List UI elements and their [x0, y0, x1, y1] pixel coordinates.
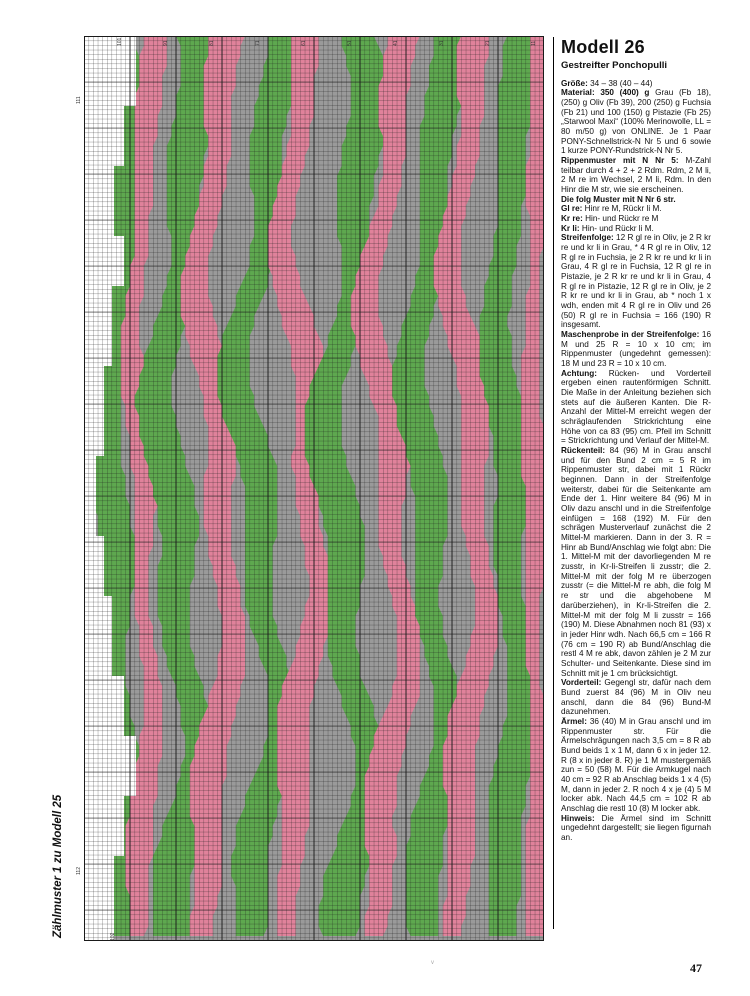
row-number: 102: [110, 932, 116, 941]
paragraph-label: Material: 350 (400) g: [561, 88, 650, 98]
paragraph-label: Vorderteil:: [561, 678, 602, 688]
paragraph-label: Hinweis:: [561, 813, 595, 823]
column-marker: 21: [485, 40, 491, 46]
knitting-chart-grid: [84, 36, 544, 941]
column-marker: 101: [117, 37, 123, 46]
instruction-paragraph: [561, 156, 711, 195]
instruction-paragraph: [561, 233, 711, 330]
instruction-paragraph: [561, 88, 711, 156]
column-marker: 11: [531, 40, 537, 46]
instruction-paragraph: [561, 204, 711, 214]
paragraph-text: Hin- und Rückr li M.: [579, 223, 654, 233]
instruction-paragraph: [561, 814, 711, 843]
paragraph-text: Hinr re M, Rückr li M.: [582, 204, 662, 214]
paragraph-text: 12 R gl re in Oliv, je 2 R kr re und kr li in Grau, * 4 R gl re in Oliv, 12 R gl re in Fuchsia, je 2 R kr re und kr li in Grau, 4 R gl re in Fuchsia, 12 R gl re in Pistazie, je 2 R kr re und kr li in Grau, 4 R gl re in Pistazie, 12 R gl re in Oliv, je 2 R kr re und kr li in Grau, ab * noch 1 x wdh, enden mit 4 R gl re in Oliv und 26 (50) R gl re in Fuchsia = 166 (190) R insgesamt.: [561, 233, 711, 330]
paragraph-text: Rücken- und Vorderteil ergeben einen rautenförmigen Schnitt. Die Maße in der Anleitung beziehen sich stets auf die äußeren Kanten. Die R-Anzahl der Mittel-M erreicht wegen der schräglaufenden Strickrichtung eine Höhe von ca 83 (95) cm. Pfeil im Schnitt = Strickrichtung und Verlauf der Mittel-M.: [561, 368, 711, 446]
model-title: Modell 26: [561, 37, 645, 57]
paragraph-label: Rippenmuster mit N Nr 5:: [561, 155, 679, 165]
paragraph-text: 36 (40) M in Grau anschl und im Rippenmuster str. Für die Ärmelschrägungen nach 3,5 cm = 8 R ab Bund beids 1 x 1 M, dann 6 x in jeder 12. R (8 x in jeder 8. R) je 1 M mustergemäß zun = 50 (58) M. Für die Armkugel nach 40 cm = 92 R ab Anschlag beids 1 x 4 (5) M, dann in jeder 2. R noch 4 x je (4) 5 M locker abk. Nach 44,5 cm = 102 R ab Anschlag die restl 10 (8) M locker abk.: [561, 716, 711, 813]
paragraph-label: Rückenteil:: [561, 446, 606, 456]
instruction-paragraph: [561, 79, 711, 89]
instruction-paragraph: [561, 369, 711, 446]
paragraph-label: Größe:: [561, 78, 588, 88]
instruction-paragraph: [561, 195, 711, 205]
pattern-instructions: [561, 37, 711, 843]
faint-mark: v: [431, 960, 434, 966]
column-marker: 91: [163, 40, 169, 46]
column-marker: 31: [439, 40, 445, 46]
instruction-paragraph: [561, 224, 711, 234]
row-number: 112: [76, 867, 82, 875]
instruction-paragraph: [561, 717, 711, 814]
model-subtitle: Gestreifter Ponchopulli: [561, 60, 668, 72]
column-marker: 61: [301, 40, 307, 46]
row-number: 111: [76, 96, 82, 104]
column-marker: 41: [393, 40, 399, 46]
instruction-paragraph: [561, 330, 711, 369]
column-marker: 71: [255, 40, 261, 46]
paragraph-text: Hin- und Rückr re M: [582, 213, 659, 223]
paragraph-text: 16 M und 25 R = 10 x 10 cm; im Rippenmuster (ungedehnt gemessen): 18 M und 23 R = 10 x 10 cm.: [561, 330, 711, 369]
paragraph-label: Maschenprobe in der Streifenfolge:: [561, 330, 700, 340]
paragraph-label: Achtung:: [561, 368, 597, 378]
column-marker: 51: [347, 40, 353, 46]
paragraph-text: Grau (Fb 18), (250) g Oliv (Fb 39), 200 (250) g Fuchsia (Fb 21) und 100 (150) g Pistazie (Fb 25) „Starwool Maxi“ (100% Merinowolle, LL = 80 m/50 g) von ONLINE. Je 1 Paar PONY-Schnellstrick-N Nr 5 und 6 sowie 1 kurze PONY-Rundstrick-N Nr 5.: [561, 88, 711, 156]
column-divider: [553, 37, 554, 929]
paragraph-text: Die Ärmel sind im Schnitt ungedehnt dargestellt; sie liegen figurnah an.: [561, 813, 711, 842]
paragraph-text: 84 (96) M in Grau anschl und für den Bund 2 cm = 5 R im Rippenmuster str, dabei mit 1 Rückr beginnen. Dann in der Streifenfolge weiterstr, dabei für die Seitenkante am Ende der 1. Hinr weitere 84 (96) M in Oliv dazu anschl und in die Streifenfolge einfügen = 168 (192) M. Für den schrägen Musterverlauf zunächst die 2 Mittel-M markieren. Dann in der 3. R = Hinr ab Bund/Anschlag wie folgt abn: Die 1. Mittel-M mit der davorliegenden M re zusstr, in Kr-li-Streifen li zusstr; die 2. Mittel-M mit der folg M re überzogen zusstr (= die Mittel-M re abh, die folg M re str und die abgehobene M darüberziehen), in Kr-li-Streifen die 2. Mittel-M mit der folg M li zusstr = 166 (190) M. Diese Abnahmen noch 81 (93) x in jeder Hinr wdh. Nach 66,5 cm = 166 R (76 cm = 190 R) ab Bund/Anschlag die restl 4 M re abk, davon zählen je 2 M zur Schulter- und Seitenkante. Diese sind im Schnitt mit je 1 cm brücksichtigt.: [561, 446, 711, 678]
paragraph-label: Streifenfolge:: [561, 233, 614, 243]
page-number: 47: [690, 961, 702, 975]
knitting-chart: [84, 36, 544, 941]
instruction-paragraphs: [561, 79, 711, 843]
instruction-paragraph: [561, 446, 711, 678]
paragraph-text: 34 – 38 (40 – 44): [587, 78, 653, 88]
paragraph-label: Gl re:: [561, 204, 583, 214]
paragraph-text: Gegengl str, dafür nach dem Bund zuerst 84 (96) M in Oliv neu anschl, dann die 84 (96) Bund-M dazunehmen.: [561, 678, 711, 717]
paragraph-label: Ärmel:: [561, 716, 587, 726]
paragraph-text: M-Zahl teilbar durch 4 + 2 + 2 Rdm. Rdm, 2 M li, 2 M re im Wechsel, 2 M li, Rdm. In den Hinr die M str, wie sie erscheinen.: [561, 155, 712, 194]
instruction-paragraph: [561, 214, 711, 224]
paragraph-label: Kr re:: [561, 213, 583, 223]
chart-caption: Zählmuster 1 zu Modell 25: [52, 794, 64, 938]
column-marker: 81: [209, 40, 215, 46]
paragraph-label: Kr li:: [561, 223, 580, 233]
instruction-paragraph: [561, 678, 711, 717]
paragraph-label: Die folg Muster mit N Nr 6 str.: [561, 194, 676, 204]
